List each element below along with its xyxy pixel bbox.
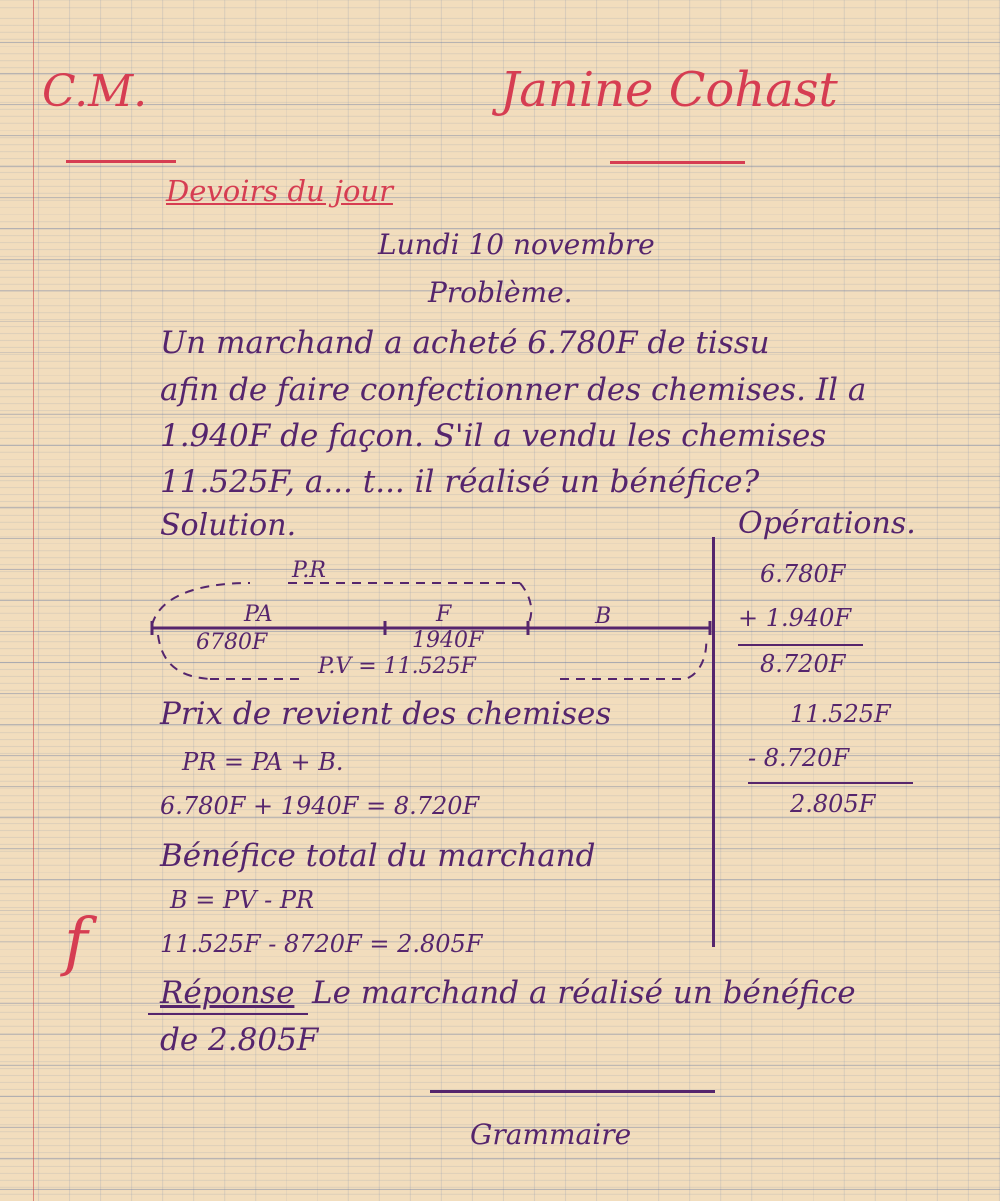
solution-line: 6.780F + 1940F = 8.720F [160,792,480,820]
solution-line: PR = PA + B. [182,748,344,776]
diagram-pv-label: P.V = 11.525F [318,654,476,679]
operation-rule [738,644,863,646]
operation-rule [748,782,913,784]
operation-result: 8.720F [760,650,846,678]
class-label: C.M. [42,66,148,117]
header-underline-right [610,161,745,164]
operation-value: 11.525F [790,700,891,728]
diagram-pa-label: PA [244,602,273,627]
operations-label: Opérations. [738,506,916,541]
solution-line: Prix de revient des chemises [160,696,612,732]
column-separator [712,537,715,947]
solution-line: Bénéfice total du marchand [160,838,596,874]
answer-continuation: de 2.805F [160,1022,319,1058]
answer-underline [148,1013,308,1015]
problem-line: 11.525F, a... t... il réalisé un bénéfice? [160,464,760,500]
problem-line: Un marchand a acheté 6.780F de tissu [160,325,770,361]
answer-label: Réponse [160,975,295,1011]
solution-line: B = PV - PR [170,886,315,914]
operation-value: 6.780F [760,560,846,588]
date-heading: Lundi 10 novembre [378,228,655,261]
answer-text: Le marchand a réalisé un bénéfice [312,975,856,1011]
section-title: Devoirs du jour [166,174,393,208]
operation-value: + 1.940F [738,604,852,632]
section-divider [430,1090,715,1093]
pr-dashed-left [152,583,250,625]
solution-label: Solution. [160,508,297,543]
pv-dashed-right [560,637,706,679]
diagram-pa-value: 6780F [196,630,268,655]
next-section-title: Grammaire [470,1118,632,1151]
operation-value: - 8.720F [748,744,850,772]
diagram-pr-label: P.R [292,558,326,583]
operation-result: 2.805F [790,790,876,818]
student-name: Janine Cohast [500,62,838,118]
grade-mark: f [64,905,88,979]
solution-line: 11.525F - 8720F = 2.805F [160,930,483,958]
header-underline-left [66,160,176,163]
diagram-f-value: 1940F [412,628,484,653]
pr-dashed-right [520,583,531,625]
problem-line: afin de faire confectionner des chemises. Il a [160,372,867,408]
margin-line [33,0,34,1201]
problem-line: 1.940F de façon. S'il a vendu les chemises [160,418,827,454]
diagram-b-label: B [595,604,612,629]
exercise-title: Problème. [428,276,573,309]
diagram-f-label: F [436,602,452,627]
